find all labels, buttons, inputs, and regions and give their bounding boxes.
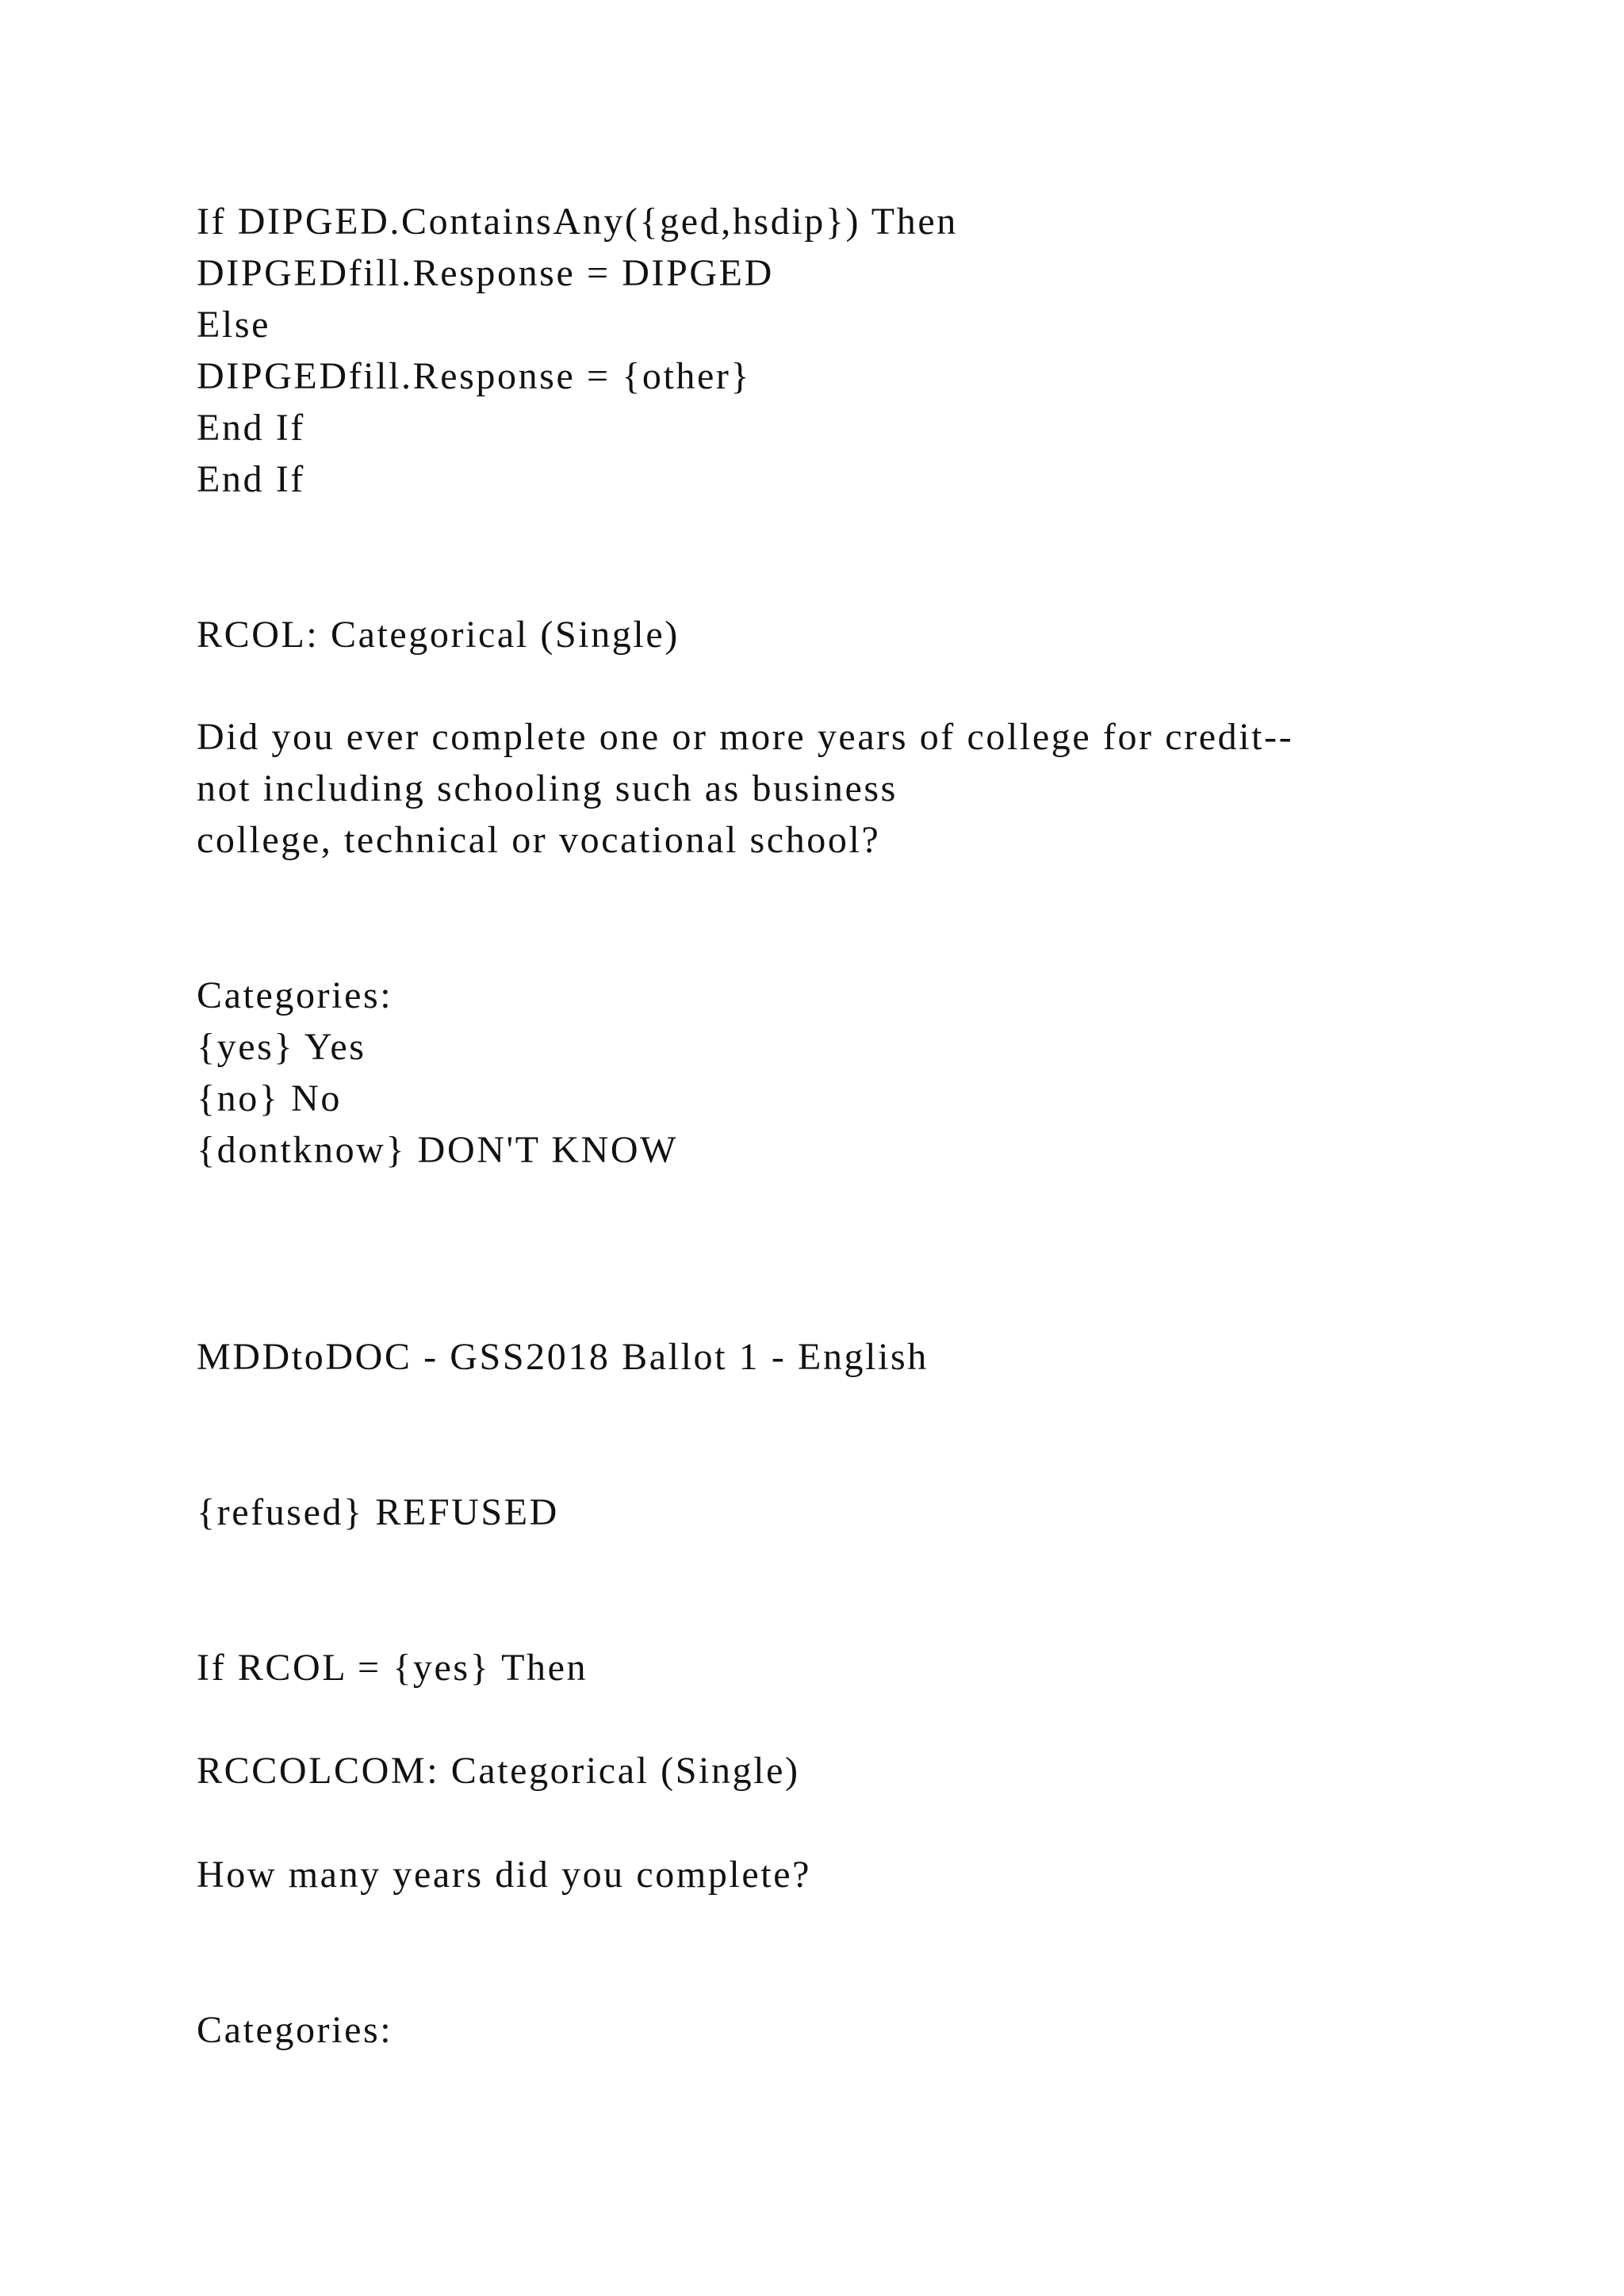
rcol-header: RCOL: Categorical (Single)	[197, 614, 680, 656]
code-line-end-if: End If	[197, 407, 305, 449]
code-line-if-dipged: If DIPGED.ContainsAny({ged,hsdip}) Then	[197, 201, 958, 243]
rcol-category-refused: {refused} REFUSED	[197, 1491, 559, 1533]
rccolcom-header: RCCOLCOM: Categorical (Single)	[197, 1750, 800, 1792]
rccolcom-categories-label: Categories:	[197, 2009, 393, 2051]
rccolcom-question: How many years did you complete?	[197, 1854, 812, 1896]
page-footer-title: MDDtoDOC - GSS2018 Ballot 1 - English	[197, 1336, 929, 1378]
rcol-categories-label: Categories:	[197, 974, 393, 1016]
condition-if-rcol-yes: If RCOL = {yes} Then	[197, 1647, 588, 1689]
rcol-category-yes: {yes} Yes	[197, 1026, 366, 1068]
rcol-category-no: {no} No	[197, 1077, 342, 1119]
rcol-category-dontknow: {dontknow} DON'T KNOW	[197, 1129, 679, 1171]
rcol-question-line-3: college, technical or vocational school?	[197, 819, 881, 861]
rcol-question-line-2: not including schooling such as business	[197, 767, 898, 809]
rcol-question-line-1: Did you ever complete one or more years of college for credit--	[197, 716, 1294, 758]
code-line-dipgedfill-other: DIPGEDfill.Response = {other}	[197, 355, 752, 397]
code-line-else: Else	[197, 304, 271, 346]
code-line-dipgedfill-response: DIPGEDfill.Response = DIPGED	[197, 252, 774, 294]
code-line-end-if-outer: End If	[197, 458, 305, 500]
